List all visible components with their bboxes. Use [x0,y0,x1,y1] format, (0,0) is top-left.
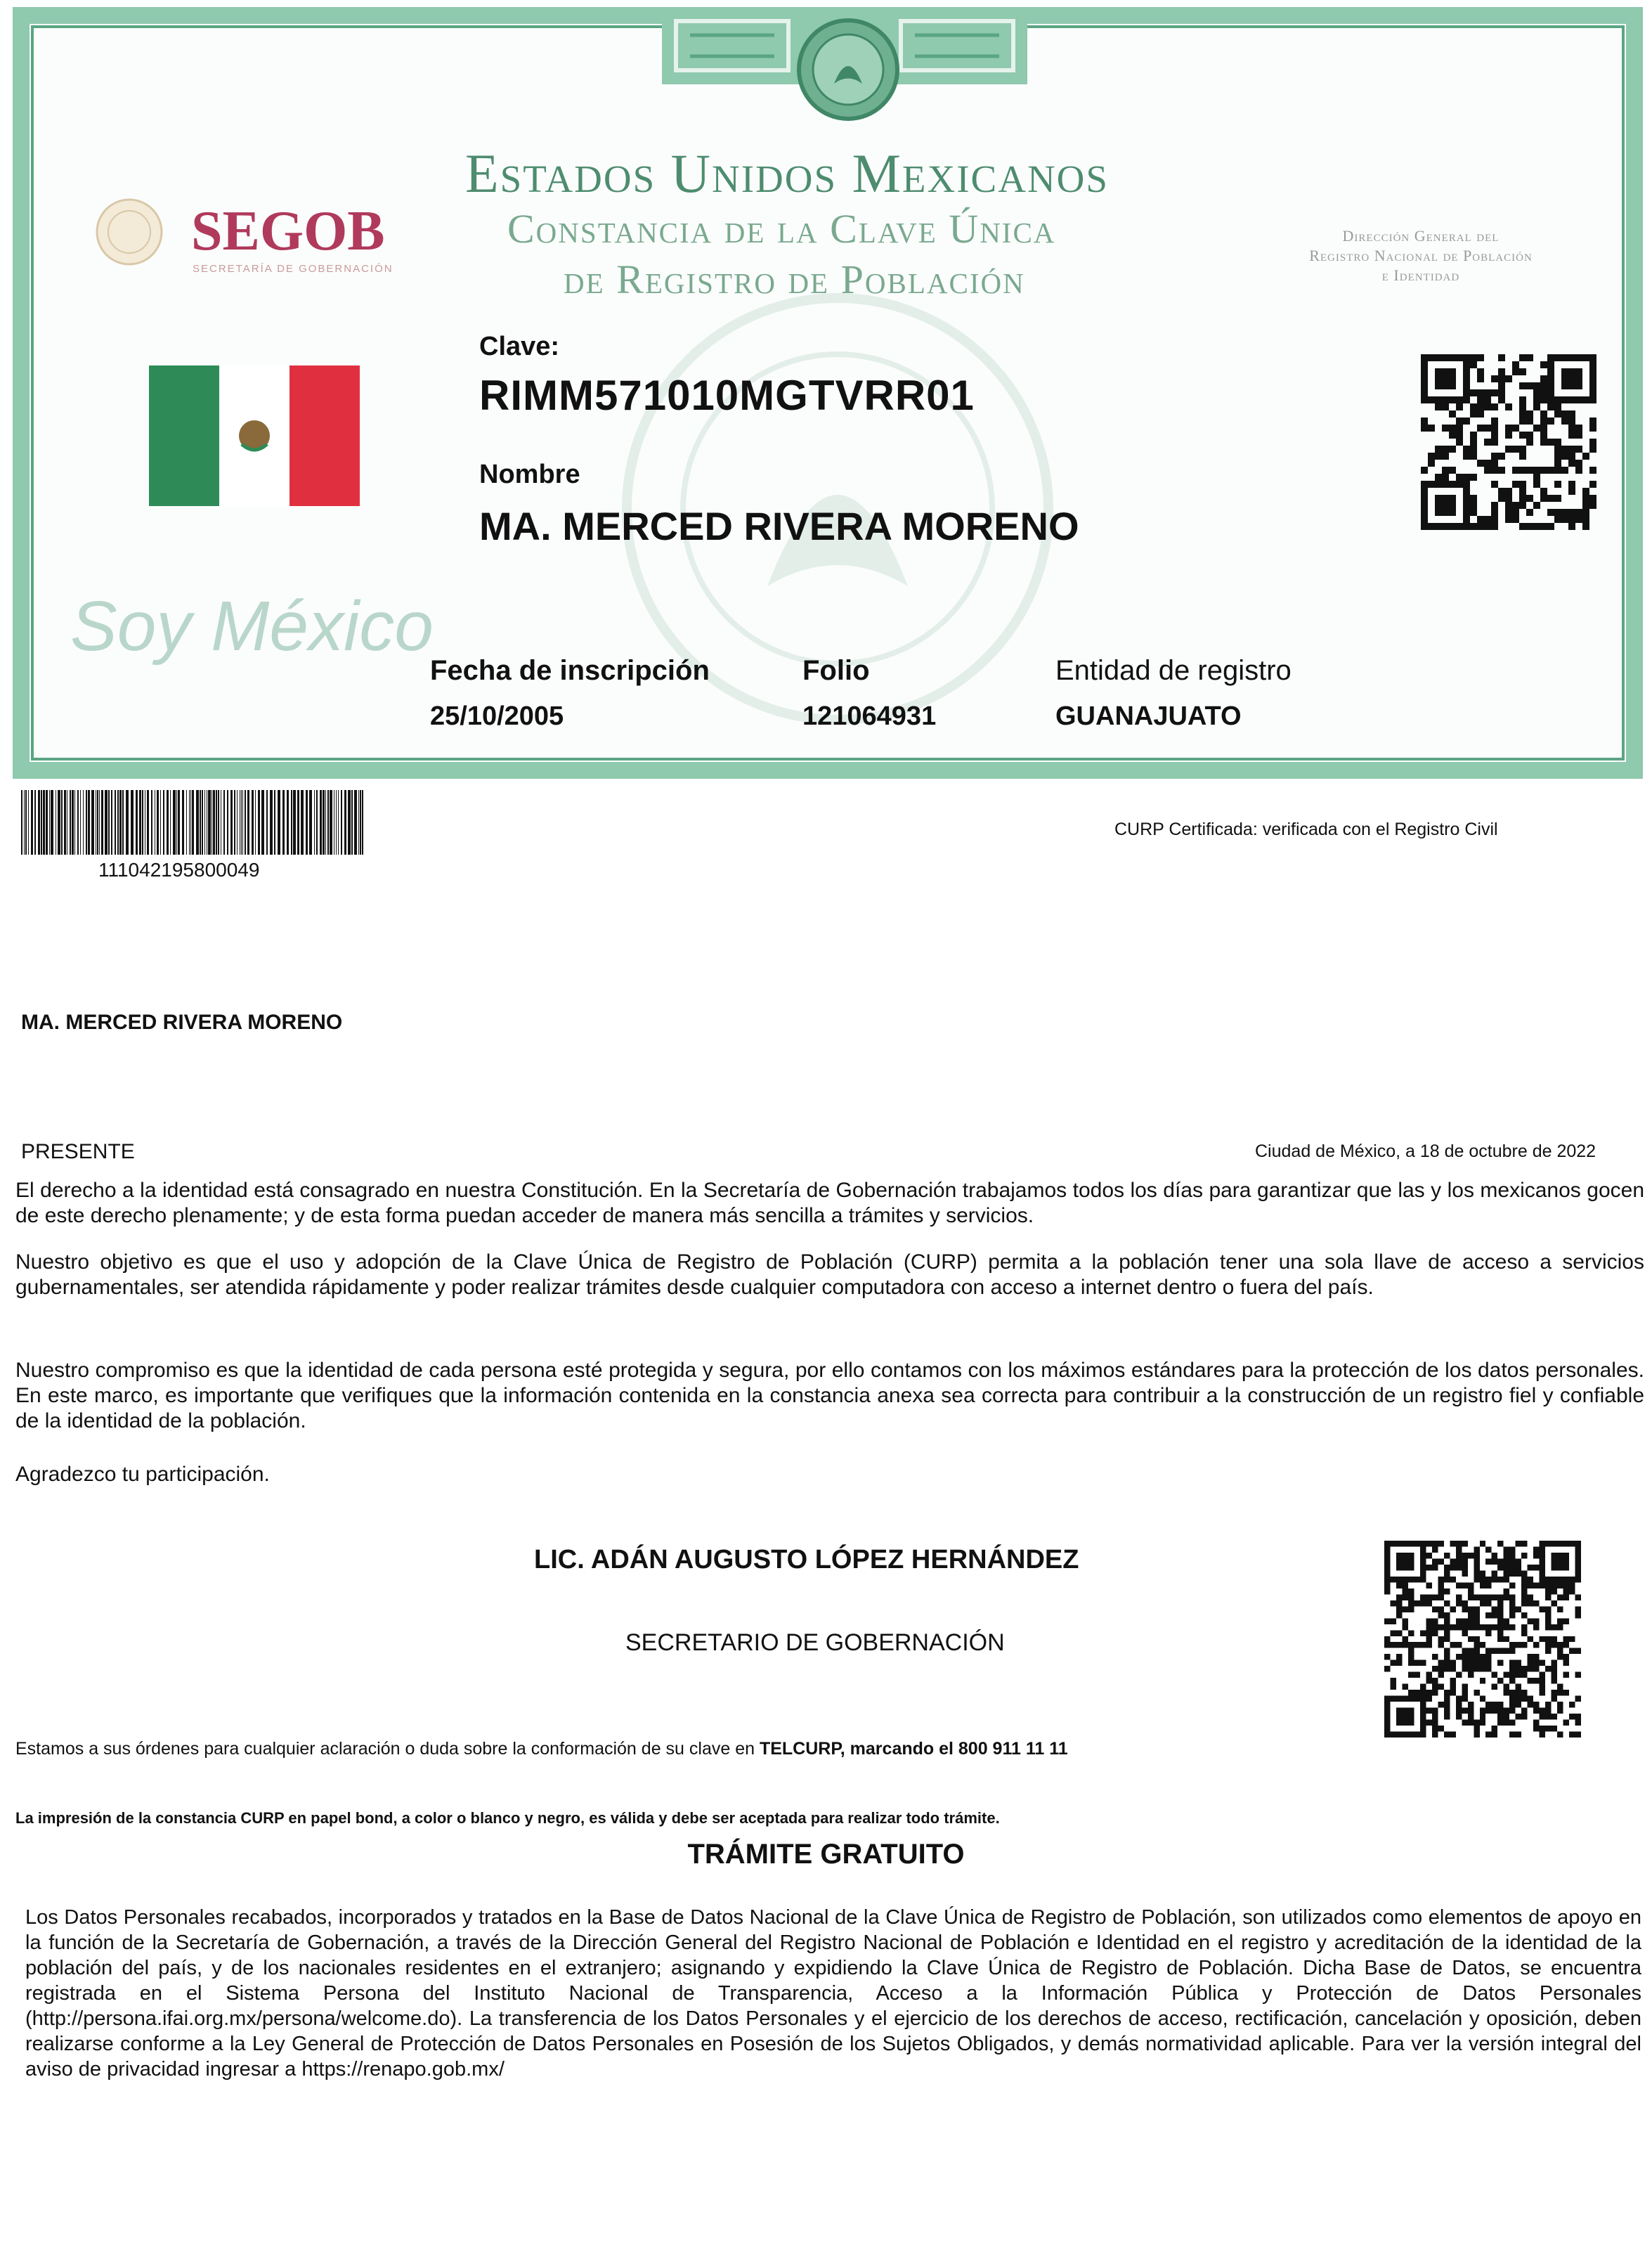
fecha-inscripcion-label: Fecha de inscripción [430,655,710,686]
folio-label: Folio [802,655,870,686]
segob-seal-icon [94,197,164,267]
telcurp-contact [15,1739,1068,1759]
signer-name: LIC. ADÁN AUGUSTO LÓPEZ HERNÁNDEZ [534,1545,1079,1574]
country-title: Estados Unidos Mexicanos [465,143,1109,204]
segob-subtitle: SECRETARÍA DE GOBERNACIÓN [193,263,394,275]
telcurp-text: Estamos a sus órdenes para cualquier aclaración o duda sobre la conformación de su clave en [15,1739,760,1759]
letter-addressee: MA. MERCED RIVERA MORENO [21,1011,343,1034]
signer-position: SECRETARIO DE GOBERNACIÓN [625,1629,1005,1656]
clave-label: Clave: [479,332,560,361]
tramite-gratuito-heading: TRÁMITE GRATUITO [687,1839,965,1870]
entidad-registro-label: Entidad de registro [1055,655,1292,686]
letter-presente: PRESENTE [21,1140,135,1163]
mexico-flag-icon [149,365,360,506]
letter-paragraph-2: Nuestro objetivo es que el uso y adopción de la Clave Única de Registro de Población (CURP) permita a la población tener una sola llave de acceso a servicios gubernamentales, ser atendida rápidamente y poder realizar trámites desde cualquier computadora con acceso a internet dentro o fuera del país. [15,1250,1644,1299]
letter-closing: Agradezco tu participación. [15,1463,270,1486]
soy-mexico-slogan: Soy México [70,587,434,666]
telcurp-phone: TELCURP, marcando el 800 911 11 11 [759,1739,1068,1759]
nombre-label: Nombre [479,460,580,489]
letter-paragraph-3: Nuestro compromiso es que la identidad de cada persona esté protegida y segura, por ello contamos con los máximos estándares para la protección de los datos personales. En este marco, es importante que verifiques que la información contenida en la constancia anexa sea correcta para contribuir a la construcción de un registro fiel y confiable de la identidad de la población. [15,1359,1644,1432]
nombre-value: MA. MERCED RIVERA MORENO [479,504,1079,548]
entidad-registro-value: GUANAJUATO [1055,701,1242,731]
privacy-notice: Los Datos Personales recabados, incorporados y tratados en la Base de Datos Nacional de la Clave Única de Registro de Población, son utilizados como elementos de apoyo en la función de la Secretaría de Gobernación, a través de la Dirección General del Registro Nacional de Población e Identidad en el registro y acreditación de la identidad de la población del país, y de los nacionales residentes en el extranjero; asignando y expidiendo la Clave Única de Registro de Población. Dicha Base de Datos, se encuentra registrada en el Sistema Persona del Instituto Nacional de Transparencia, Acceso a la Información Pública y Protección de Datos Personales (http://persona.ifai.org.mx/persona/welcome.do). La transferencia de los Datos Personales y el ejercicio de los derechos de acceso, rectificación, cancelación y oposición, deben realizarse conforme a la Ley General de Protección de Datos Personales en Posesión de los Sujetos Obligados, y demás normatividad aplicable. Para ver la versión integral del aviso de privacidad ingresar a https://renapo.gob.mx/ [25,1906,1641,2080]
barcode-icon [21,790,364,855]
impresion-validity-note: La impresión de la constancia CURP en papel bond, a color o blanco y negro, es válida y debe ser aceptada para realizar todo trámite. [15,1809,1000,1827]
dgrnp-line2: Registro Nacional de Población [1309,247,1533,264]
mexican-eagle-seal-icon [795,17,901,122]
constancia-title-line2: de Registro de Población [564,257,1025,302]
curp-certificada-note: CURP Certificada: verificada con el Registro Civil [1114,820,1498,839]
clave-value: RIMM571010MGTVRR01 [479,372,975,419]
letter-paragraph-1: El derecho a la identidad está consagrado en nuestra Constitución. En la Secretaría de Gobernación trabajamos todos los días para garantizar que las y los mexicanos gocen de este derecho plenamente; y de esta forma puedan acceder de manera más sencilla a trámites y servicios. [15,1179,1644,1227]
folio-value: 121064931 [802,701,937,731]
segob-logo: SEGOB [191,200,385,262]
curp-certificate-card [13,7,1643,779]
constancia-title-line1: Constancia de la Clave Única [507,206,1056,252]
barcode-number: 111042195800049 [98,859,260,881]
qr-code-icon [1421,354,1596,530]
dgrnp-line3: e Identidad [1381,266,1460,284]
dgrnp-line1: Dirección General del [1342,227,1500,245]
qr-code-icon [1384,1541,1581,1737]
fecha-inscripcion-value: 25/10/2005 [430,701,564,731]
dgrnp-label [1245,226,1596,285]
letter-date: Ciudad de México, a 18 de octubre de 2022 [1255,1141,1596,1161]
